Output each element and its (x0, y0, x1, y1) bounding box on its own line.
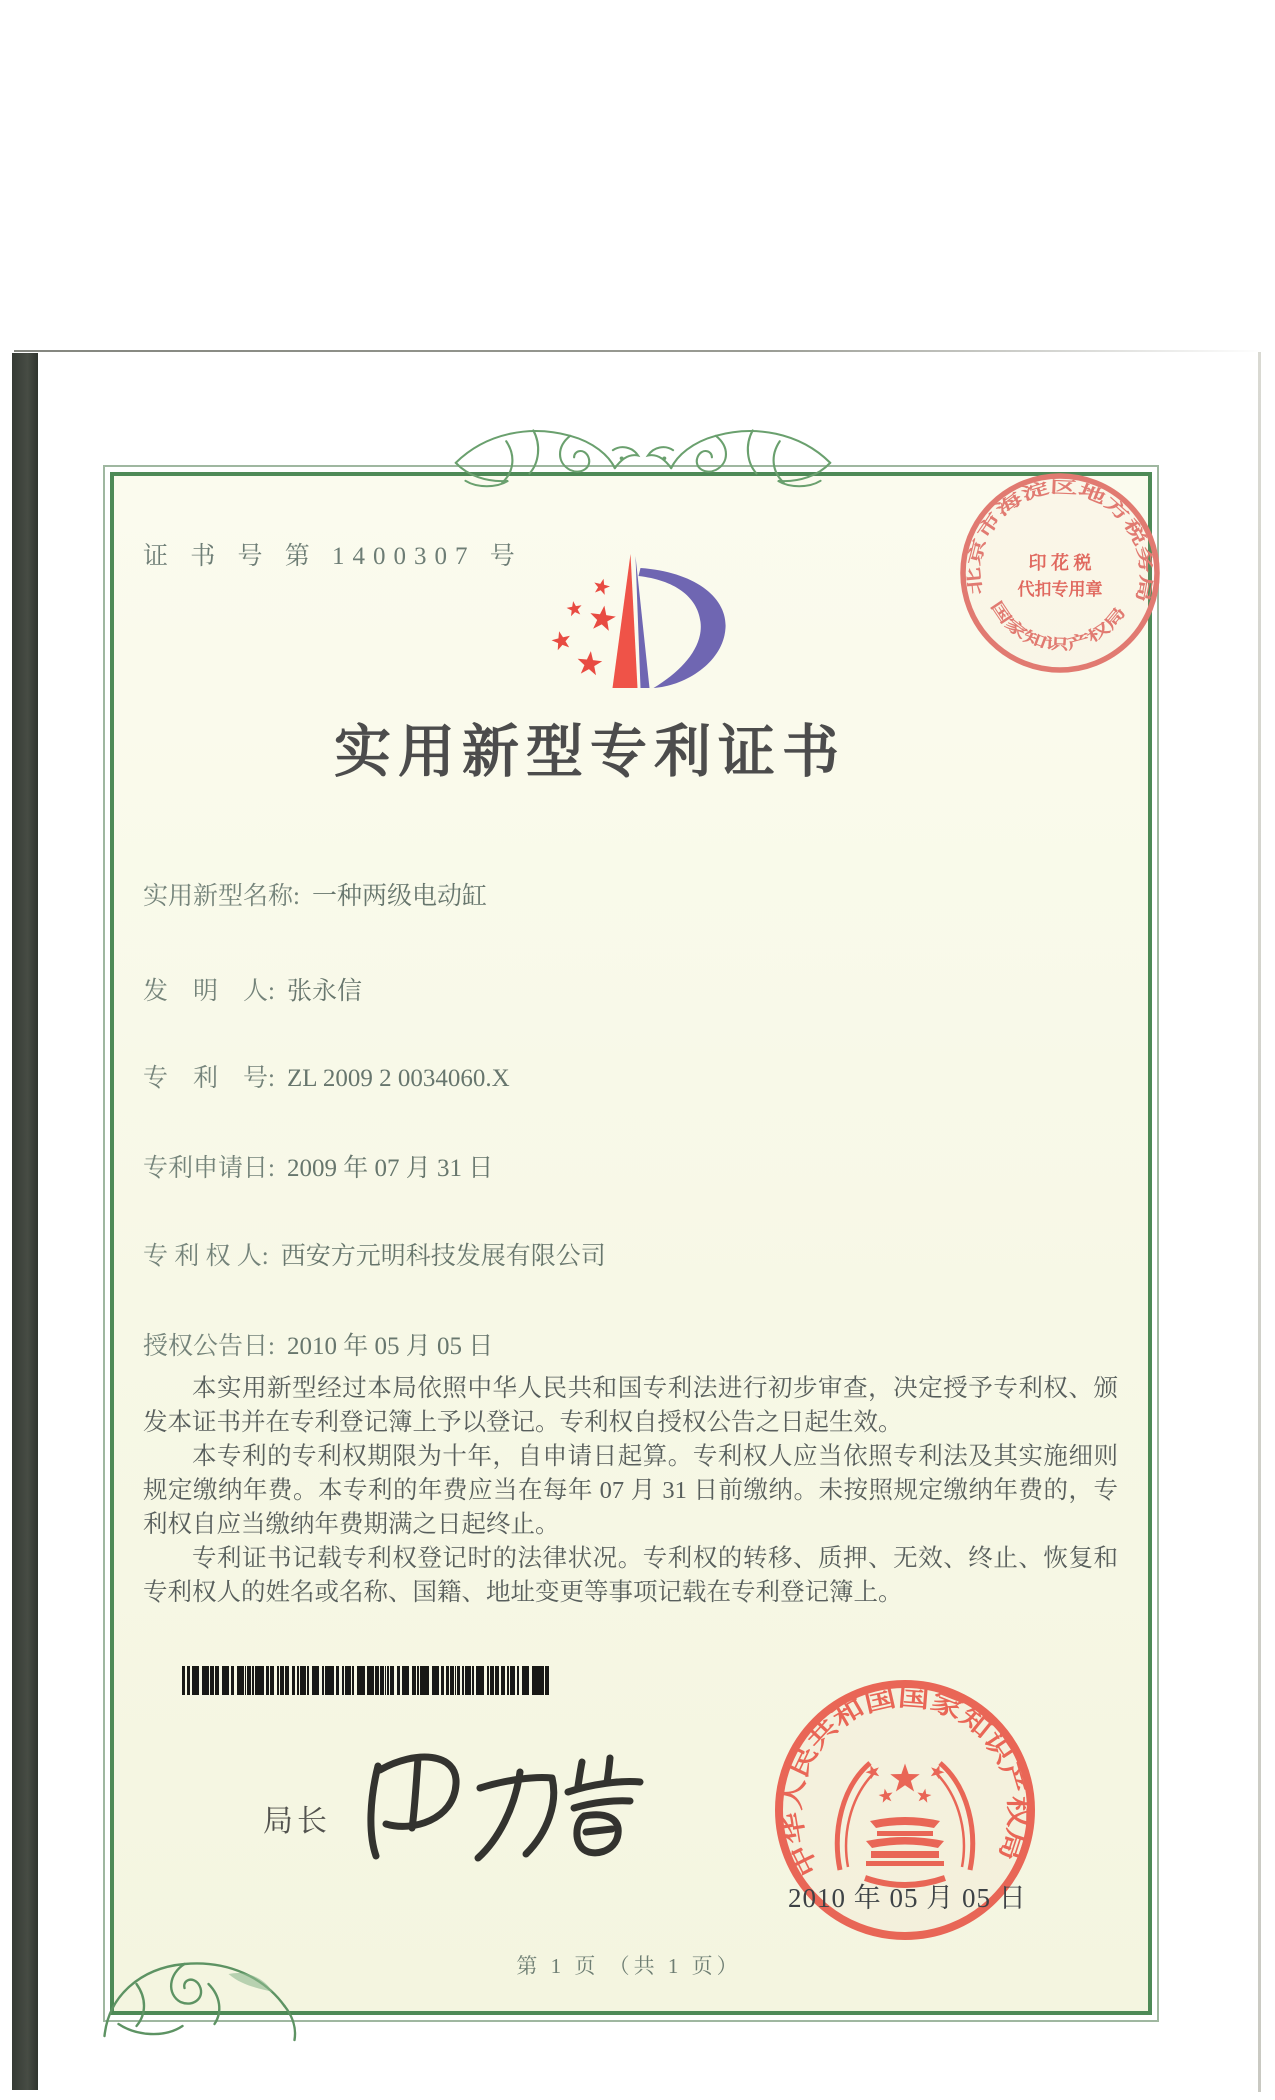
body-paragraph-term: 本专利的专利权期限为十年，自申请日起算。专利权人应当依照专利法及其实施细则规定缴纳年费。本专利的年费应当在每年 07 月 31 日前缴纳。未按照规定缴纳年费的，专利权自应当缴纳年费期满之日起终止。 (143, 1443, 1118, 1538)
logo-spire (613, 554, 638, 688)
seal-ring-text: 中华人民共和国国家知识产权局 (779, 1684, 1031, 1880)
field-grant-date (143, 1326, 493, 1362)
tax-stamp-center-line2: 代扣专用章 (1017, 580, 1103, 599)
certificate-title: 实用新型专利证书 (334, 721, 846, 784)
field-value: 2009 年 07 月 31 日 (286, 1155, 494, 1182)
flourish-ornament-bottom-left (86, 1940, 311, 2048)
certificate-number: 证 书 号 第 1400307 号 (143, 543, 523, 570)
page-footer: 第 1 页 （共 1 页） (516, 1954, 742, 1978)
barcode (182, 1666, 550, 1695)
page-top-edge (14, 350, 1266, 352)
body-paragraph-register: 专利证书记载专利权登记时的法律状况。专利权的转移、质押、无效、终止、恢复和专利权人的姓名或名称、国籍、地址变更等事项记载在专利登记簿上。 (143, 1545, 1118, 1606)
field-filing-date (143, 1148, 493, 1184)
field-value: 张永信 (286, 978, 362, 1005)
field-label: 授权公告日: (143, 1333, 275, 1360)
field-label: 实用新型名称: (143, 883, 300, 910)
legal-body-text (143, 1372, 1118, 1610)
logo-stars (550, 577, 617, 676)
tax-stamp-ring-top-text: 北京市海淀区地方税务局 (964, 477, 1156, 596)
tax-stamp (953, 466, 1167, 680)
field-patentee (143, 1236, 606, 1272)
logo-p-bowl (639, 568, 726, 688)
body-paragraph-grant: 本实用新型经过本局依照中华人民共和国专利法进行初步审查，决定授予专利权、颁发本证书并在专利登记簿上予以登记。专利权自授权公告之日起生效。 (143, 1375, 1118, 1436)
field-utility-model-name (143, 876, 487, 912)
field-value: 西安方元明科技发展有限公司 (280, 1243, 606, 1270)
tax-stamp-center-line1: 印 花 税 (1028, 553, 1092, 573)
field-label: 专 利 号: (143, 1065, 275, 1092)
tax-stamp-ring-bottom-text: 国家知识产权局 (986, 598, 1124, 654)
seal-date: 2010 年 05 月 05 日 (788, 1883, 1027, 1913)
dragon-ornament-right (638, 404, 838, 500)
field-value: 2010 年 05 月 05 日 (286, 1333, 494, 1360)
field-value: 一种两级电动缸 (311, 883, 487, 910)
field-inventor (143, 971, 362, 1007)
field-label: 发 明 人: (143, 978, 275, 1005)
cnipa-logo (543, 546, 733, 696)
commissioner-signature (330, 1728, 650, 1898)
field-patent-number (143, 1058, 510, 1094)
commissioner-role-label: 局长 (263, 1805, 331, 1838)
field-value: ZL 2009 2 0034060.X (286, 1065, 510, 1092)
field-label: 专 利 权 人: (143, 1243, 269, 1270)
page-right-edge (1258, 352, 1261, 2092)
book-spine-shadow (12, 353, 38, 2090)
field-label: 专利申请日: (143, 1155, 275, 1182)
dragon-ornament-left (448, 404, 648, 500)
